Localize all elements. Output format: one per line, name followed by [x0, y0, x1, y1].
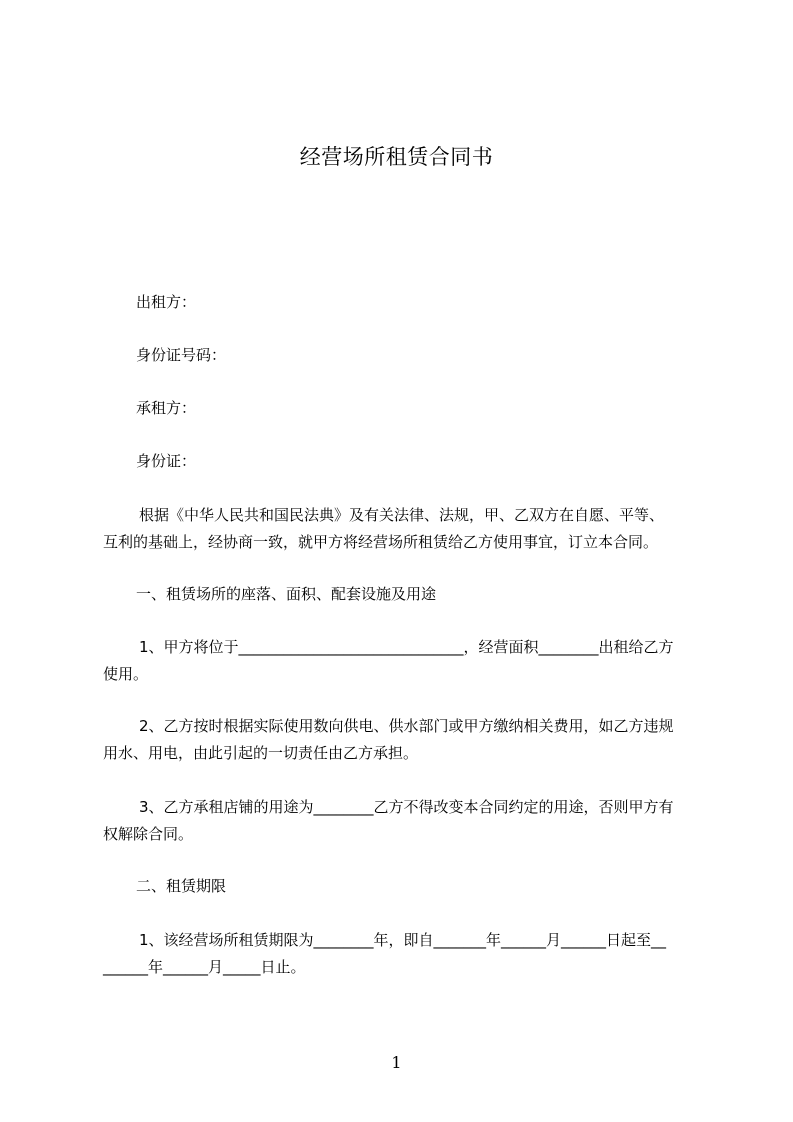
lessor-id-field: 身份证号码：: [136, 346, 227, 364]
section-1-heading: 一、租赁场所的座落、面积、配套设施及用途: [136, 585, 437, 603]
preamble-line-2: 互利的基础上，经协商一致，就甲方将经营场所租赁给乙方使用事宜，订立本合同。: [103, 533, 659, 551]
document-title: 经营场所租赁合同书: [299, 145, 494, 169]
section-2-heading: 二、租赁期限: [136, 877, 227, 895]
page-number: 1: [391, 1053, 402, 1072]
lessee-id-field: 身份证：: [136, 452, 197, 470]
section-1-item-3-line-2: 权解除合同。: [103, 825, 194, 843]
section-1-item-1-line-2: 使用。: [103, 665, 149, 683]
preamble-line-1: 根据《中华人民共和国民法典》及有关法律、法规，甲、乙双方在自愿、平等、: [139, 506, 665, 524]
section-1-item-3-line-1: 3、乙方承租店铺的用途为________乙方不得改变本合同约定的用途，否则甲方有: [139, 798, 674, 816]
lessor-field: 出租方：: [136, 293, 197, 311]
section-1-item-2-line-2: 用水、用电，由此引起的一切责任由乙方承担。: [103, 744, 419, 762]
section-1-item-2-line-1: 2、乙方按时根据实际使用数向供电、供水部门或甲方缴纳相关费用，如乙方违规: [139, 717, 674, 735]
section-1-item-1-line-1: 1、甲方将位于______________________________，经营面积________出租给乙方: [139, 638, 674, 656]
section-2-item-1-line-1: 1、该经营场所租赁期限为________年，即自_______年______月______日起至__: [139, 931, 667, 949]
lessee-field: 承租方：: [136, 399, 197, 417]
section-2-item-1-line-2: ______年______月_____日止。: [103, 958, 306, 976]
